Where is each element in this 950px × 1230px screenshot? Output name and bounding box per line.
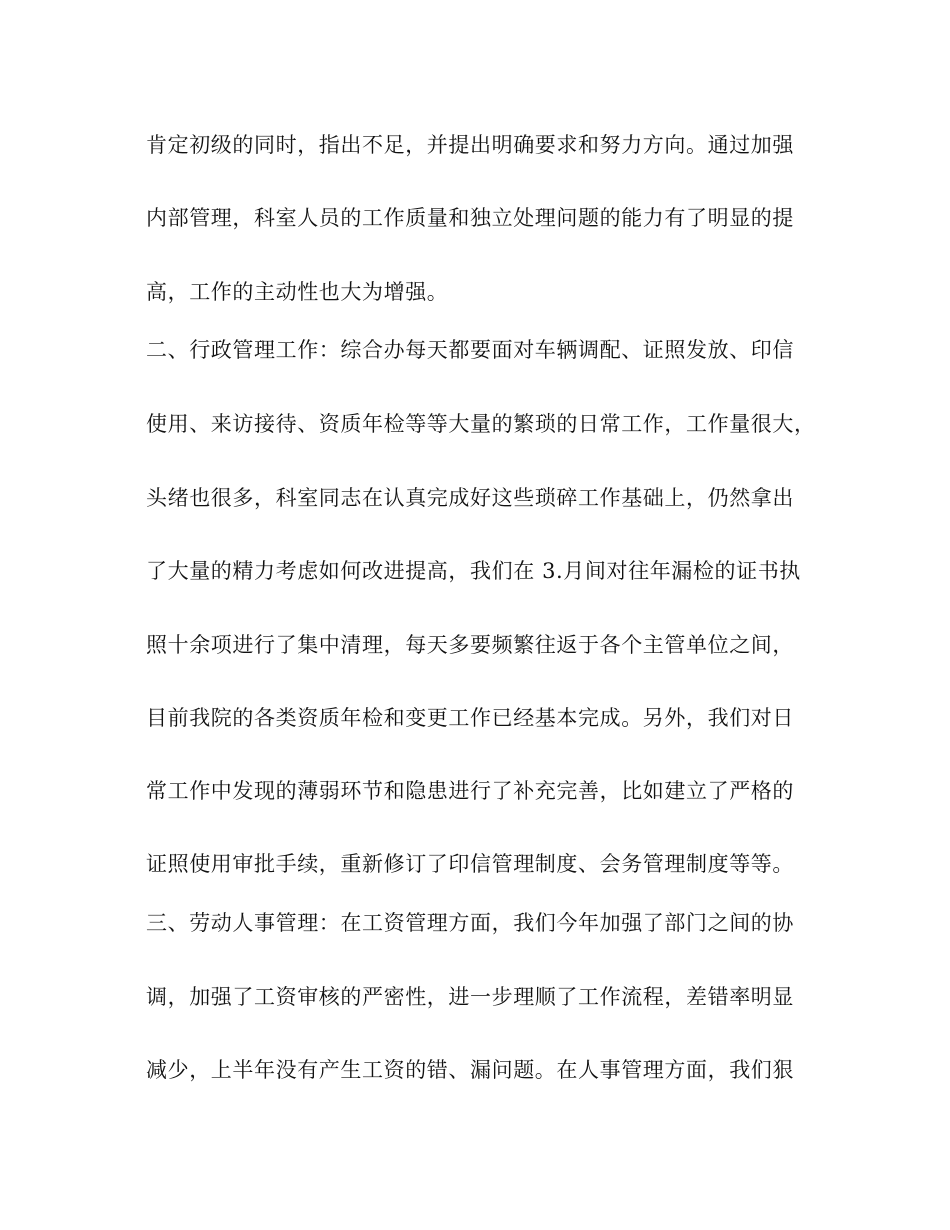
text-line: 证照使用审批手续，重新修订了印信管理制度、会务管理制度等等。 bbox=[146, 852, 794, 876]
text-line: 目前我院的各类资质年检和变更工作已经基本完成。另外，我们对日 bbox=[146, 706, 794, 730]
text-line: 三、劳动人事管理：在工资管理方面，我们今年加强了部门之间的协 bbox=[146, 911, 794, 935]
text-line: 头绪也很多，科室同志在认真完成好这些琐碎工作基础上，仍然拿出 bbox=[146, 486, 794, 510]
text-line: 照十余项进行了集中清理，每天多要频繁往返于各个主管单位之间， bbox=[146, 633, 794, 657]
text-line: 肯定初级的同时，指出不足，并提出明确要求和努力方向。通过加强 bbox=[146, 133, 794, 157]
text-line: 减少，上半年没有产生工资的错、漏问题。在人事管理方面，我们狠 bbox=[146, 1058, 794, 1082]
text-line: 常工作中发现的薄弱环节和隐患进行了补充完善，比如建立了严格的 bbox=[146, 779, 794, 803]
text-line: 使用、来访接待、资质年检等等大量的繁琐的日常工作，工作量很大， bbox=[146, 412, 816, 436]
text-line: 高，工作的主动性也大为增强。 bbox=[146, 280, 449, 304]
text-line: 二、行政管理工作：综合办每天都要面对车辆调配、证照发放、印信 bbox=[146, 338, 794, 362]
text-line: 了大量的精力考虑如何改进提高，我们在 3.月间对往年漏检的证书执 bbox=[146, 559, 801, 583]
text-line: 调，加强了工资审核的严密性，进一步理顺了工作流程，差错率明显 bbox=[146, 985, 794, 1009]
text-line: 内部管理，科室人员的工作质量和独立处理问题的能力有了明显的提 bbox=[146, 206, 794, 230]
